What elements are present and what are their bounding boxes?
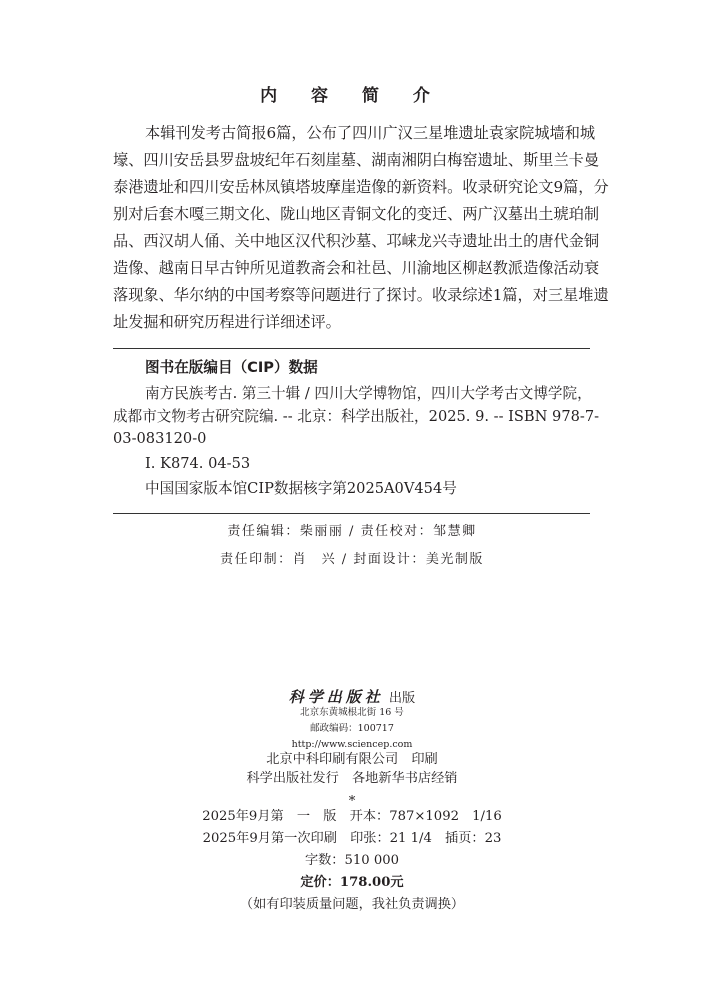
summary-line: 泰港遗址和四川安岳林凤镇塔坡摩崖造像的新资料。收录研究论文9篇，分: [113, 178, 609, 196]
cip-classification: Ⅰ. K874. 04-53: [145, 455, 251, 472]
printer: 北京中科印刷有限公司 印刷: [266, 752, 438, 767]
editor-credits: 责任编辑：柴丽丽 / 责任校对：邹慧卿: [227, 524, 477, 539]
cip-number: 中国国家版本馆CIP数据核字第2025A0V454号: [145, 480, 457, 497]
summary-line: 本辑刊发考古简报6篇，公布了四川广汉三星堆遗址袁家院城墙和城: [145, 124, 596, 142]
cip-record-line: 南方民族考古. 第三十辑 / 四川大学博物馆，四川大学考古文博学院，: [145, 385, 592, 402]
summary-line: 址发掘和研究历程进行详细述评。: [113, 313, 341, 331]
cip-heading: 图书在版编目（CIP）数据: [145, 359, 318, 376]
separator: *: [348, 794, 356, 809]
page-title: 内 容 简 介: [260, 86, 444, 106]
publisher-url: http://www.sciencep.com: [291, 739, 413, 750]
publisher-postcode: 邮政编码：100717: [310, 723, 394, 734]
edition-info: 2025年9月第 一 版 开本：787×1092 1/16: [202, 809, 502, 824]
cip-record-line: 成都市文物考古研究院编. -- 北京：科学出版社，2025. 9. -- ISBN 978-7-: [113, 408, 600, 425]
publisher-address: 北京东黄城根北街 16 号: [300, 707, 404, 718]
summary-line: 壕、四川安岳县罗盘坡纪年石刻崖墓、湖南湘阴白梅窑遗址、斯里兰卡曼: [113, 151, 599, 169]
price: 定价：178.00元: [300, 875, 404, 890]
summary-line: 别对后套木嘎三期文化、陇山地区青铜文化的变迁、两广汉墓出土琥珀制: [113, 205, 599, 223]
distribution: 科学出版社发行 各地新华书店经销: [246, 771, 458, 786]
divider: [113, 348, 590, 349]
summary-line: 造像、越南日早古钟所见道教斋会和社邑、川渝地区柳赵教派造像活动衰: [113, 259, 599, 277]
divider: [113, 513, 590, 514]
printing-info: 2025年9月第一次印刷 印张：21 1/4 插页：23: [202, 831, 502, 846]
production-credits: 责任印制：肖 兴 / 封面设计：美光制版: [220, 552, 484, 567]
cip-record-line: 03-083120-0: [113, 430, 207, 447]
quality-notice: （如有印装质量问题，我社负责调换）: [239, 897, 465, 912]
publisher-logo: 科学出版社: [288, 688, 384, 706]
summary-line: 品、西汉胡人俑、关中地区汉代积沙墓、邛崃龙兴寺遗址出土的唐代金铜: [113, 232, 599, 250]
word-count: 字数：510 000: [304, 853, 400, 868]
summary-line: 落现象、华尔纳的中国考察等问题进行了探讨。收录综述1篇，对三星堆遗: [113, 286, 609, 304]
publisher-line: [0, 689, 704, 705]
publish-label: 出版: [388, 691, 416, 706]
